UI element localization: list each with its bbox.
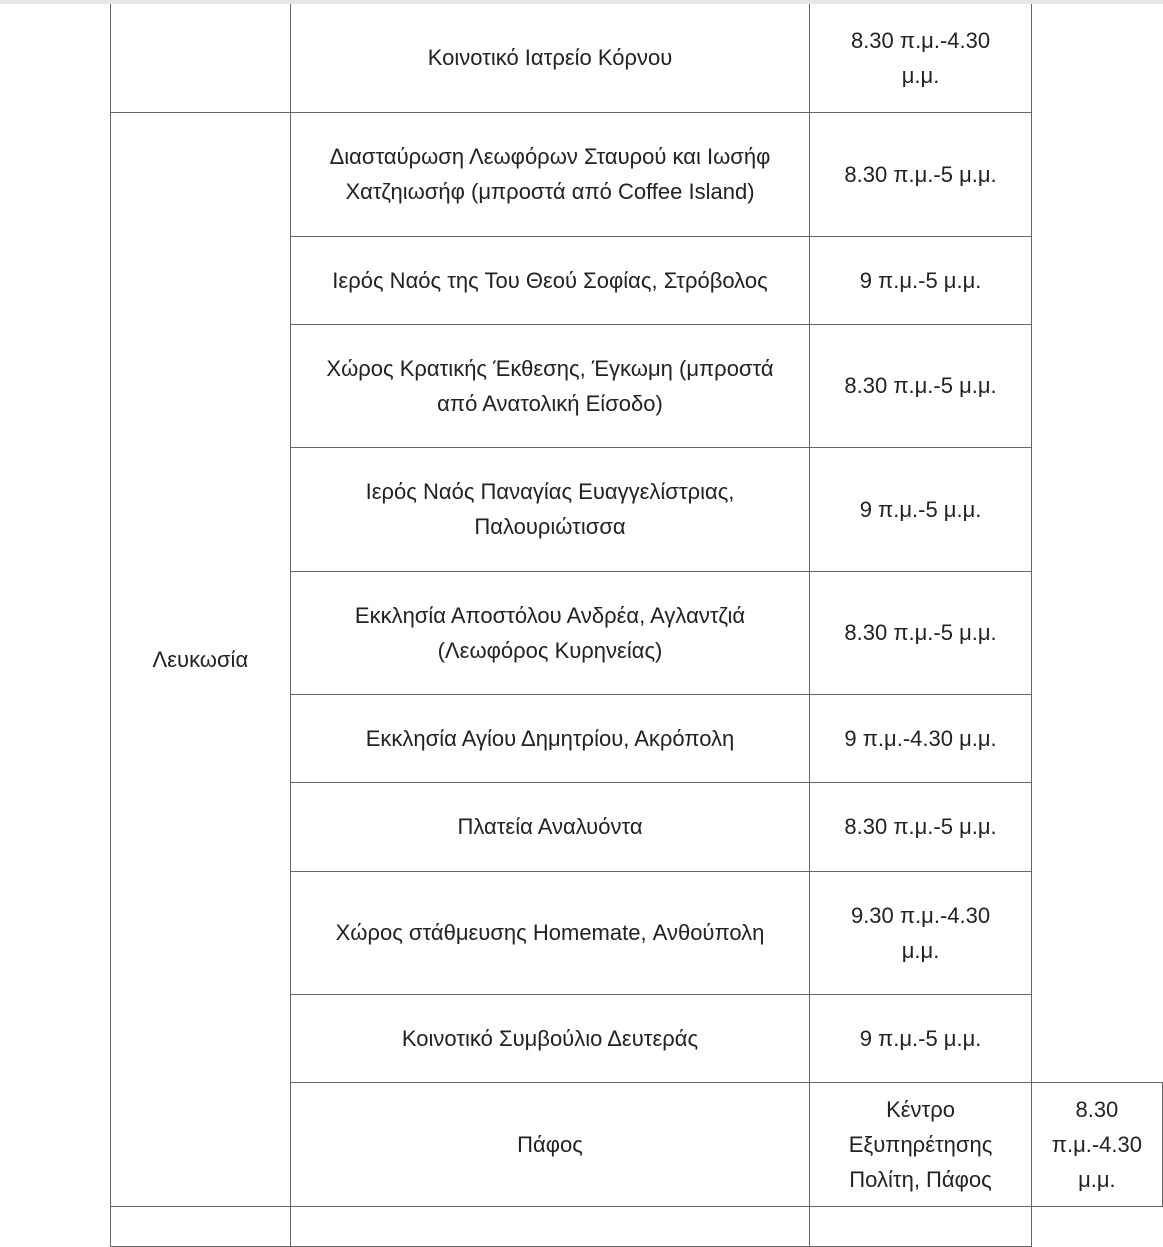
location-cell: Πλατεία Αναλυόντα: [290, 782, 810, 871]
district-cell-nicosia: Λευκωσία: [111, 112, 291, 1206]
hours-cell: 9 π.μ.-5 μ.μ.: [810, 447, 1032, 571]
hours-cell: 8.30 π.μ.-5 μ.μ.: [810, 324, 1032, 447]
location-cell: Ιερός Ναός της Του Θεού Σοφίας, Στρόβολος: [290, 236, 810, 324]
district-cell: [111, 1206, 291, 1246]
table-row: [111, 1206, 1163, 1246]
district-cell: [111, 4, 291, 112]
location-cell: Χώρος Κρατικής Έκθεσης, Έγκωμη (μπροστά από Ανατολική Είσοδο): [290, 324, 810, 447]
table-row: [111, 4, 1163, 112]
hours-cell: 8.30 π.μ.-5 μ.μ.: [810, 571, 1032, 694]
vaccination-schedule-table: [110, 4, 1163, 1247]
hours-cell: [810, 1206, 1032, 1246]
location-cell: Χώρος στάθμευσης Homemate, Ανθούπολη: [290, 871, 810, 994]
hours-cell: 9 π.μ.-5 μ.μ.: [810, 236, 1032, 324]
location-cell: Διασταύρωση Λεωφόρων Σταυρού και Ιωσήφ Χατζηιωσήφ (μπροστά από Coffee Island): [290, 112, 810, 236]
hours-cell: 8.30 π.μ.-5 μ.μ.: [810, 112, 1032, 236]
hours-cell: 9 π.μ.-5 μ.μ.: [810, 994, 1032, 1082]
location-cell: Κέντρο Εξυπηρέτησης Πολίτη, Πάφος: [810, 1082, 1032, 1206]
hours-cell: 9.30 π.μ.-4.30 μ.μ.: [810, 871, 1032, 994]
location-cell: Ιερός Ναός Παναγίας Ευαγγελίστριας, Παλουριώτισσα: [290, 447, 810, 571]
location-cell: Κοινοτικό Συμβούλιο Δευτεράς: [290, 994, 810, 1082]
hours-cell: 8.30 π.μ.-4.30 μ.μ.: [810, 4, 1032, 112]
location-cell: [290, 1206, 810, 1246]
location-cell: Εκκλησία Αποστόλου Ανδρέα, Αγλαντζιά (Λεωφόρος Κυρηνείας): [290, 571, 810, 694]
table-row: [111, 112, 1163, 236]
location-cell: Εκκλησία Αγίου Δημητρίου, Ακρόπολη: [290, 694, 810, 782]
hours-cell: 8.30 π.μ.-5 μ.μ.: [810, 782, 1032, 871]
hours-cell: 9 π.μ.-4.30 μ.μ.: [810, 694, 1032, 782]
district-cell-paphos: Πάφος: [290, 1082, 810, 1206]
hours-cell: 8.30 π.μ.-4.30 μ.μ.: [1031, 1082, 1162, 1206]
location-cell: Κοινοτικό Ιατρείο Κόρνου: [290, 4, 810, 112]
